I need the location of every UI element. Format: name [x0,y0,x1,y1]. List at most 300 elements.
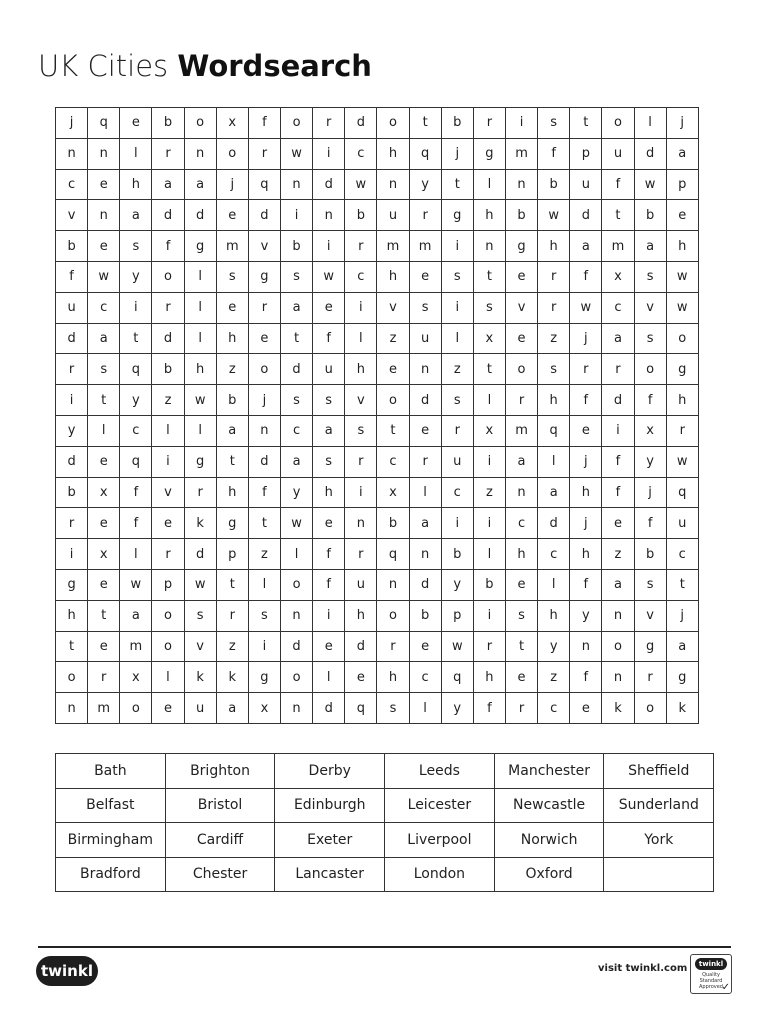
grid-cell[interactable]: y [634,446,666,477]
grid-cell[interactable]: r [441,415,473,446]
grid-cell[interactable]: b [345,200,377,231]
grid-cell[interactable]: o [505,354,537,385]
grid-cell[interactable]: d [280,631,312,662]
grid-cell[interactable]: w [313,261,345,292]
grid-cell[interactable]: e [120,108,152,139]
grid-cell[interactable]: r [56,354,88,385]
grid-cell[interactable]: l [313,662,345,693]
grid-cell[interactable]: y [56,415,88,446]
grid-cell[interactable]: j [216,169,248,200]
grid-cell[interactable]: n [280,693,312,724]
grid-cell[interactable]: a [602,569,634,600]
grid-cell[interactable]: h [377,662,409,693]
grid-cell[interactable]: f [570,662,602,693]
grid-cell[interactable]: k [184,662,216,693]
grid-cell[interactable]: o [280,569,312,600]
grid-cell[interactable]: r [313,108,345,139]
grid-cell[interactable]: n [602,662,634,693]
grid-cell[interactable]: l [473,169,505,200]
grid-cell[interactable]: d [313,693,345,724]
grid-cell[interactable]: d [184,539,216,570]
grid-cell[interactable]: k [602,693,634,724]
grid-cell[interactable]: f [570,569,602,600]
grid-cell[interactable]: s [280,261,312,292]
grid-cell[interactable]: h [377,261,409,292]
grid-cell[interactable]: d [280,354,312,385]
grid-cell[interactable]: n [602,600,634,631]
grid-cell[interactable]: w [88,261,120,292]
grid-cell[interactable]: l [280,539,312,570]
grid-cell[interactable]: v [377,292,409,323]
grid-cell[interactable]: x [473,415,505,446]
grid-cell[interactable]: s [538,108,570,139]
grid-cell[interactable]: a [152,169,184,200]
grid-cell[interactable]: e [313,631,345,662]
grid-cell[interactable]: n [570,631,602,662]
grid-cell[interactable]: o [634,354,666,385]
grid-cell[interactable]: r [473,631,505,662]
grid-cell[interactable]: l [184,261,216,292]
grid-cell[interactable]: u [441,446,473,477]
grid-cell[interactable]: i [345,292,377,323]
grid-cell[interactable]: t [280,323,312,354]
grid-cell[interactable]: v [345,385,377,416]
grid-cell[interactable]: f [602,446,634,477]
grid-cell[interactable]: l [409,477,441,508]
grid-cell[interactable]: o [377,600,409,631]
grid-cell[interactable]: u [345,569,377,600]
grid-cell[interactable]: s [473,292,505,323]
grid-cell[interactable]: b [505,200,537,231]
grid-cell[interactable]: l [345,323,377,354]
grid-cell[interactable]: i [56,385,88,416]
grid-cell[interactable]: r [152,292,184,323]
grid-cell[interactable]: a [570,231,602,262]
grid-cell[interactable]: s [441,385,473,416]
grid-cell[interactable]: t [120,323,152,354]
grid-cell[interactable]: z [216,354,248,385]
grid-cell[interactable]: b [152,354,184,385]
grid-cell[interactable]: p [441,600,473,631]
grid-cell[interactable]: o [377,385,409,416]
grid-cell[interactable]: j [570,323,602,354]
grid-cell[interactable]: c [666,539,698,570]
grid-cell[interactable]: n [56,138,88,169]
grid-cell[interactable]: i [248,631,280,662]
grid-cell[interactable]: d [345,631,377,662]
grid-cell[interactable]: f [248,108,280,139]
grid-cell[interactable]: e [666,200,698,231]
grid-cell[interactable]: j [570,446,602,477]
twinkl-logo[interactable]: twinkl [36,956,98,986]
grid-cell[interactable]: q [538,415,570,446]
grid-cell[interactable]: o [152,631,184,662]
grid-cell[interactable]: h [538,231,570,262]
grid-cell[interactable]: n [88,138,120,169]
grid-cell[interactable]: n [377,169,409,200]
grid-cell[interactable]: n [409,539,441,570]
grid-cell[interactable]: l [152,662,184,693]
grid-cell[interactable]: d [248,446,280,477]
grid-cell[interactable]: w [120,569,152,600]
grid-cell[interactable]: t [88,385,120,416]
grid-cell[interactable]: m [377,231,409,262]
grid-cell[interactable]: c [280,415,312,446]
grid-cell[interactable]: i [120,292,152,323]
grid-cell[interactable]: b [280,231,312,262]
grid-cell[interactable]: g [248,662,280,693]
grid-cell[interactable]: h [56,600,88,631]
grid-cell[interactable]: u [602,138,634,169]
grid-cell[interactable]: d [409,569,441,600]
grid-cell[interactable]: d [56,323,88,354]
grid-cell[interactable]: l [88,415,120,446]
grid-cell[interactable]: s [634,323,666,354]
grid-cell[interactable]: b [473,569,505,600]
grid-cell[interactable]: i [441,508,473,539]
grid-cell[interactable]: t [88,600,120,631]
grid-cell[interactable]: q [666,477,698,508]
grid-cell[interactable]: l [120,539,152,570]
grid-cell[interactable]: m [120,631,152,662]
grid-cell[interactable]: f [570,261,602,292]
grid-cell[interactable]: a [634,231,666,262]
grid-cell[interactable]: a [280,446,312,477]
grid-cell[interactable]: m [505,138,537,169]
grid-cell[interactable]: b [216,385,248,416]
grid-cell[interactable]: h [538,385,570,416]
grid-cell[interactable]: s [216,261,248,292]
grid-cell[interactable]: w [345,169,377,200]
grid-cell[interactable]: s [184,600,216,631]
grid-cell[interactable]: p [666,169,698,200]
grid-cell[interactable]: s [505,600,537,631]
grid-cell[interactable]: h [377,138,409,169]
grid-cell[interactable]: n [377,569,409,600]
grid-cell[interactable]: c [88,292,120,323]
grid-cell[interactable]: w [280,508,312,539]
grid-cell[interactable]: z [538,662,570,693]
grid-cell[interactable]: u [377,200,409,231]
grid-cell[interactable]: w [538,200,570,231]
grid-cell[interactable]: n [345,508,377,539]
grid-cell[interactable]: d [56,446,88,477]
grid-cell[interactable]: t [602,200,634,231]
grid-cell[interactable]: s [538,354,570,385]
grid-cell[interactable]: l [184,323,216,354]
grid-cell[interactable]: t [441,169,473,200]
grid-cell[interactable]: l [634,108,666,139]
grid-cell[interactable]: b [56,231,88,262]
grid-cell[interactable]: w [441,631,473,662]
grid-cell[interactable]: s [377,693,409,724]
grid-cell[interactable]: e [216,200,248,231]
grid-cell[interactable]: i [441,292,473,323]
grid-cell[interactable]: j [634,477,666,508]
grid-cell[interactable]: c [538,693,570,724]
grid-cell[interactable]: n [473,231,505,262]
grid-cell[interactable]: t [473,261,505,292]
grid-cell[interactable]: b [409,600,441,631]
grid-cell[interactable]: w [666,261,698,292]
grid-cell[interactable]: k [184,508,216,539]
grid-cell[interactable]: m [216,231,248,262]
grid-cell[interactable]: x [473,323,505,354]
grid-cell[interactable]: k [666,693,698,724]
grid-cell[interactable]: e [248,323,280,354]
grid-cell[interactable]: n [505,169,537,200]
grid-cell[interactable]: h [570,477,602,508]
grid-cell[interactable]: c [120,415,152,446]
grid-cell[interactable]: r [248,138,280,169]
grid-cell[interactable]: s [88,354,120,385]
grid-cell[interactable]: n [280,169,312,200]
grid-cell[interactable]: t [473,354,505,385]
grid-cell[interactable]: d [313,169,345,200]
grid-cell[interactable]: v [184,631,216,662]
grid-cell[interactable]: f [120,477,152,508]
grid-cell[interactable]: r [152,539,184,570]
grid-cell[interactable]: n [313,200,345,231]
grid-cell[interactable]: w [666,292,698,323]
grid-cell[interactable]: e [88,169,120,200]
grid-cell[interactable]: l [184,292,216,323]
grid-cell[interactable]: e [345,662,377,693]
grid-cell[interactable]: m [409,231,441,262]
grid-cell[interactable]: q [248,169,280,200]
grid-cell[interactable]: g [184,231,216,262]
grid-cell[interactable]: e [152,693,184,724]
grid-cell[interactable]: l [152,415,184,446]
grid-cell[interactable]: z [602,539,634,570]
grid-cell[interactable]: v [634,600,666,631]
grid-cell[interactable]: r [666,415,698,446]
grid-cell[interactable]: c [377,446,409,477]
grid-cell[interactable]: v [505,292,537,323]
grid-cell[interactable]: s [313,385,345,416]
grid-cell[interactable]: a [409,508,441,539]
grid-cell[interactable]: h [313,477,345,508]
grid-cell[interactable]: i [473,446,505,477]
grid-cell[interactable]: g [248,261,280,292]
grid-cell[interactable]: u [409,323,441,354]
grid-cell[interactable]: o [666,323,698,354]
grid-cell[interactable]: y [280,477,312,508]
grid-cell[interactable]: t [56,631,88,662]
grid-cell[interactable]: f [570,385,602,416]
grid-cell[interactable]: a [313,415,345,446]
grid-cell[interactable]: j [248,385,280,416]
grid-cell[interactable]: e [505,569,537,600]
grid-cell[interactable]: d [152,323,184,354]
grid-cell[interactable]: h [345,600,377,631]
grid-cell[interactable]: q [409,138,441,169]
grid-cell[interactable]: f [634,508,666,539]
grid-cell[interactable]: r [538,261,570,292]
grid-cell[interactable]: x [602,261,634,292]
grid-cell[interactable]: z [152,385,184,416]
grid-cell[interactable]: n [409,354,441,385]
grid-cell[interactable]: l [120,138,152,169]
grid-cell[interactable]: y [441,693,473,724]
grid-cell[interactable]: o [152,600,184,631]
grid-cell[interactable]: l [184,415,216,446]
grid-cell[interactable]: h [538,600,570,631]
grid-cell[interactable]: r [377,631,409,662]
grid-cell[interactable]: e [409,631,441,662]
grid-cell[interactable]: z [473,477,505,508]
grid-cell[interactable]: o [280,108,312,139]
grid-cell[interactable]: b [152,108,184,139]
grid-cell[interactable]: i [602,415,634,446]
grid-cell[interactable]: q [120,354,152,385]
grid-cell[interactable]: z [248,539,280,570]
grid-cell[interactable]: l [538,569,570,600]
grid-cell[interactable]: x [88,539,120,570]
grid-cell[interactable]: l [473,539,505,570]
grid-cell[interactable]: a [216,415,248,446]
grid-cell[interactable]: w [570,292,602,323]
grid-cell[interactable]: e [409,415,441,446]
grid-cell[interactable]: p [216,539,248,570]
grid-cell[interactable]: l [409,693,441,724]
grid-cell[interactable]: r [473,108,505,139]
grid-cell[interactable]: v [248,231,280,262]
grid-cell[interactable]: v [152,477,184,508]
grid-cell[interactable]: n [184,138,216,169]
grid-cell[interactable]: e [313,292,345,323]
grid-cell[interactable]: g [505,231,537,262]
grid-cell[interactable]: a [666,631,698,662]
grid-cell[interactable]: h [505,539,537,570]
grid-cell[interactable]: f [152,231,184,262]
grid-cell[interactable]: l [538,446,570,477]
grid-cell[interactable]: r [538,292,570,323]
grid-cell[interactable]: s [634,261,666,292]
grid-cell[interactable]: e [88,446,120,477]
grid-cell[interactable]: f [602,477,634,508]
grid-cell[interactable]: c [602,292,634,323]
grid-cell[interactable]: s [280,385,312,416]
grid-cell[interactable]: o [602,108,634,139]
grid-cell[interactable]: o [152,261,184,292]
grid-cell[interactable]: q [441,662,473,693]
grid-cell[interactable]: e [570,693,602,724]
grid-cell[interactable]: x [377,477,409,508]
grid-cell[interactable]: r [184,477,216,508]
grid-cell[interactable]: r [345,231,377,262]
grid-cell[interactable]: i [56,539,88,570]
grid-cell[interactable]: i [345,477,377,508]
grid-cell[interactable]: u [184,693,216,724]
grid-cell[interactable]: h [345,354,377,385]
grid-cell[interactable]: j [570,508,602,539]
grid-cell[interactable]: t [666,569,698,600]
grid-cell[interactable]: a [120,600,152,631]
grid-cell[interactable]: h [216,477,248,508]
grid-cell[interactable]: r [216,600,248,631]
grid-cell[interactable]: z [216,631,248,662]
grid-cell[interactable]: c [538,539,570,570]
grid-cell[interactable]: r [152,138,184,169]
grid-cell[interactable]: e [88,631,120,662]
grid-cell[interactable]: f [248,477,280,508]
grid-cell[interactable]: f [313,539,345,570]
grid-cell[interactable]: f [120,508,152,539]
grid-cell[interactable]: d [634,138,666,169]
grid-cell[interactable]: j [441,138,473,169]
grid-cell[interactable]: j [666,108,698,139]
grid-cell[interactable]: c [409,662,441,693]
grid-cell[interactable]: e [152,508,184,539]
grid-cell[interactable]: y [570,600,602,631]
grid-cell[interactable]: e [505,261,537,292]
grid-cell[interactable]: r [409,446,441,477]
grid-cell[interactable]: d [248,200,280,231]
grid-cell[interactable]: k [216,662,248,693]
grid-cell[interactable]: l [441,323,473,354]
grid-cell[interactable]: v [56,200,88,231]
grid-cell[interactable]: s [409,292,441,323]
grid-cell[interactable]: n [88,200,120,231]
grid-cell[interactable]: w [634,169,666,200]
grid-cell[interactable]: r [248,292,280,323]
grid-cell[interactable]: d [409,385,441,416]
grid-cell[interactable]: u [313,354,345,385]
grid-cell[interactable]: e [505,323,537,354]
grid-cell[interactable]: f [602,169,634,200]
grid-cell[interactable]: h [216,323,248,354]
grid-cell[interactable]: i [313,600,345,631]
grid-cell[interactable]: o [120,693,152,724]
grid-cell[interactable]: e [216,292,248,323]
grid-cell[interactable]: i [313,231,345,262]
grid-cell[interactable]: i [441,231,473,262]
grid-cell[interactable]: h [473,662,505,693]
grid-cell[interactable]: w [666,446,698,477]
grid-cell[interactable]: h [184,354,216,385]
grid-cell[interactable]: o [248,354,280,385]
grid-cell[interactable]: h [570,539,602,570]
grid-cell[interactable]: w [184,569,216,600]
grid-cell[interactable]: e [409,261,441,292]
grid-cell[interactable]: e [602,508,634,539]
grid-cell[interactable]: q [377,539,409,570]
grid-cell[interactable]: r [505,693,537,724]
grid-cell[interactable]: r [505,385,537,416]
grid-cell[interactable]: p [152,569,184,600]
grid-cell[interactable]: m [88,693,120,724]
grid-cell[interactable]: t [216,446,248,477]
grid-cell[interactable]: n [505,477,537,508]
grid-cell[interactable]: i [505,108,537,139]
grid-cell[interactable]: y [120,261,152,292]
grid-cell[interactable]: x [216,108,248,139]
grid-cell[interactable]: u [56,292,88,323]
grid-cell[interactable]: r [345,446,377,477]
grid-cell[interactable]: g [666,354,698,385]
grid-cell[interactable]: c [345,138,377,169]
grid-cell[interactable]: b [634,539,666,570]
grid-cell[interactable]: r [570,354,602,385]
grid-cell[interactable]: r [602,354,634,385]
grid-cell[interactable]: g [634,631,666,662]
grid-cell[interactable]: f [313,323,345,354]
visit-link[interactable]: visit twinkl.com [598,963,688,974]
grid-cell[interactable]: a [602,323,634,354]
grid-cell[interactable]: h [120,169,152,200]
grid-cell[interactable]: n [248,415,280,446]
